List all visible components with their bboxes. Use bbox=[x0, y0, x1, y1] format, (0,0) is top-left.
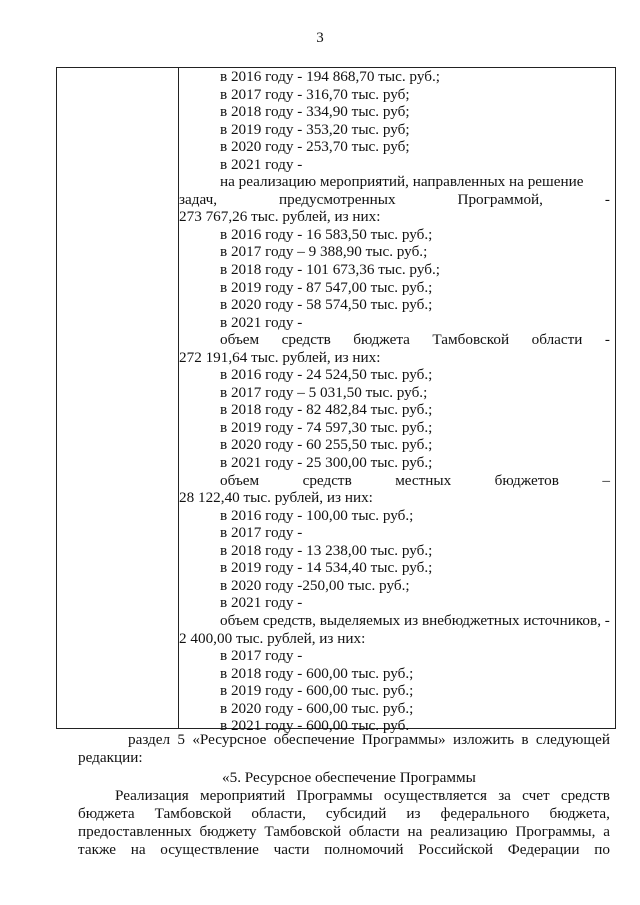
amendment-line: раздел 5 «Ресурсное обеспечение Программы» изложить в следующей bbox=[128, 731, 610, 748]
extra-year: в 2020 году - 600,00 тыс. руб.; bbox=[220, 699, 414, 717]
tasks-year: в 2018 году - 101 673,36 тыс. руб.; bbox=[220, 261, 440, 279]
paragraph-line: Реализация мероприятий Программы осуществляется за счет средств bbox=[115, 787, 610, 804]
extra-year: в 2019 году - 600,00 тыс. руб.; bbox=[220, 682, 414, 700]
tasks-total: 273 767,26 тыс. рублей, из них: bbox=[179, 208, 381, 226]
page-number: 3 bbox=[316, 30, 324, 46]
local-year: в 2021 году - bbox=[220, 594, 303, 612]
regional-intro: объем средств бюджета Тамбовской области - bbox=[220, 331, 610, 349]
amendment-line-2: редакции: bbox=[78, 749, 143, 766]
table-line: в 2020 году - 253,70 тыс. руб; bbox=[220, 138, 410, 156]
local-intro: объем средств местных бюджетов – bbox=[220, 471, 610, 489]
tasks-intro-justified: задач, предусмотренных Программой, - bbox=[179, 190, 610, 208]
tasks-year: в 2021 году - bbox=[220, 313, 303, 331]
table-line: в 2016 году - 194 868,70 тыс. руб.; bbox=[220, 68, 440, 85]
local-total: 28 122,40 тыс. рублей, из них: bbox=[179, 489, 373, 507]
local-year: в 2019 году - 14 534,40 тыс. руб.; bbox=[220, 559, 433, 577]
local-year: в 2020 году -250,00 тыс. руб.; bbox=[220, 576, 410, 594]
regional-year: в 2021 году - 25 300,00 тыс. руб.; bbox=[220, 454, 433, 472]
extra-year: в 2018 году - 600,00 тыс. руб.; bbox=[220, 664, 414, 682]
extra-year: в 2017 году - bbox=[220, 647, 303, 665]
section-heading: «5. Ресурсное обеспечение Программы bbox=[222, 769, 476, 786]
local-year: в 2017 году - bbox=[220, 524, 303, 542]
regional-year: в 2018 году - 82 482,84 тыс. руб.; bbox=[220, 401, 433, 419]
regional-year: в 2016 году - 24 524,50 тыс. руб.; bbox=[220, 366, 433, 384]
table-line: в 2017 году - 316,70 тыс. руб; bbox=[220, 85, 410, 103]
regional-year: в 2017 году – 5 031,50 тыс. руб.; bbox=[220, 383, 428, 401]
regional-year: в 2020 году - 60 255,50 тыс. руб.; bbox=[220, 436, 433, 454]
tasks-year: в 2019 году - 87 547,00 тыс. руб.; bbox=[220, 278, 433, 296]
paragraph-line: предоставленных бюджету Тамбовской области на реализацию Программы, а bbox=[78, 823, 610, 840]
tasks-intro: на реализацию мероприятий, направленных на решение bbox=[220, 173, 584, 191]
tasks-year: в 2016 году - 16 583,50 тыс. руб.; bbox=[220, 225, 433, 243]
paragraph-line: также на осуществление части полномочий Российской Федерации по bbox=[78, 841, 610, 858]
table-line: в 2019 году - 353,20 тыс. руб; bbox=[220, 120, 410, 138]
extra-intro: объем средств, выделяемых из внебюджетных источников, - bbox=[220, 611, 610, 629]
tasks-year: в 2017 году – 9 388,90 тыс. руб.; bbox=[220, 243, 428, 261]
paragraph-line: бюджета Тамбовской области, субсидий из федерального бюджета, bbox=[78, 805, 610, 822]
funding-table bbox=[56, 67, 616, 735]
table-line: в 2021 году - bbox=[220, 155, 303, 173]
tasks-year: в 2020 году - 58 574,50 тыс. руб.; bbox=[220, 296, 433, 314]
extra-year: в 2021 году - 600,00 тыс. руб. bbox=[220, 717, 410, 735]
regional-year: в 2019 году - 74 597,30 тыс. руб.; bbox=[220, 418, 433, 436]
local-year: в 2018 году - 13 238,00 тыс. руб.; bbox=[220, 541, 433, 559]
funding-cell bbox=[179, 68, 610, 735]
regional-total: 272 191,64 тыс. рублей, из них: bbox=[179, 348, 381, 366]
extra-total: 2 400,00 тыс. рублей, из них: bbox=[179, 629, 366, 647]
table-line: в 2018 году - 334,90 тыс. руб; bbox=[220, 103, 410, 121]
local-year: в 2016 году - 100,00 тыс. руб.; bbox=[220, 506, 414, 524]
